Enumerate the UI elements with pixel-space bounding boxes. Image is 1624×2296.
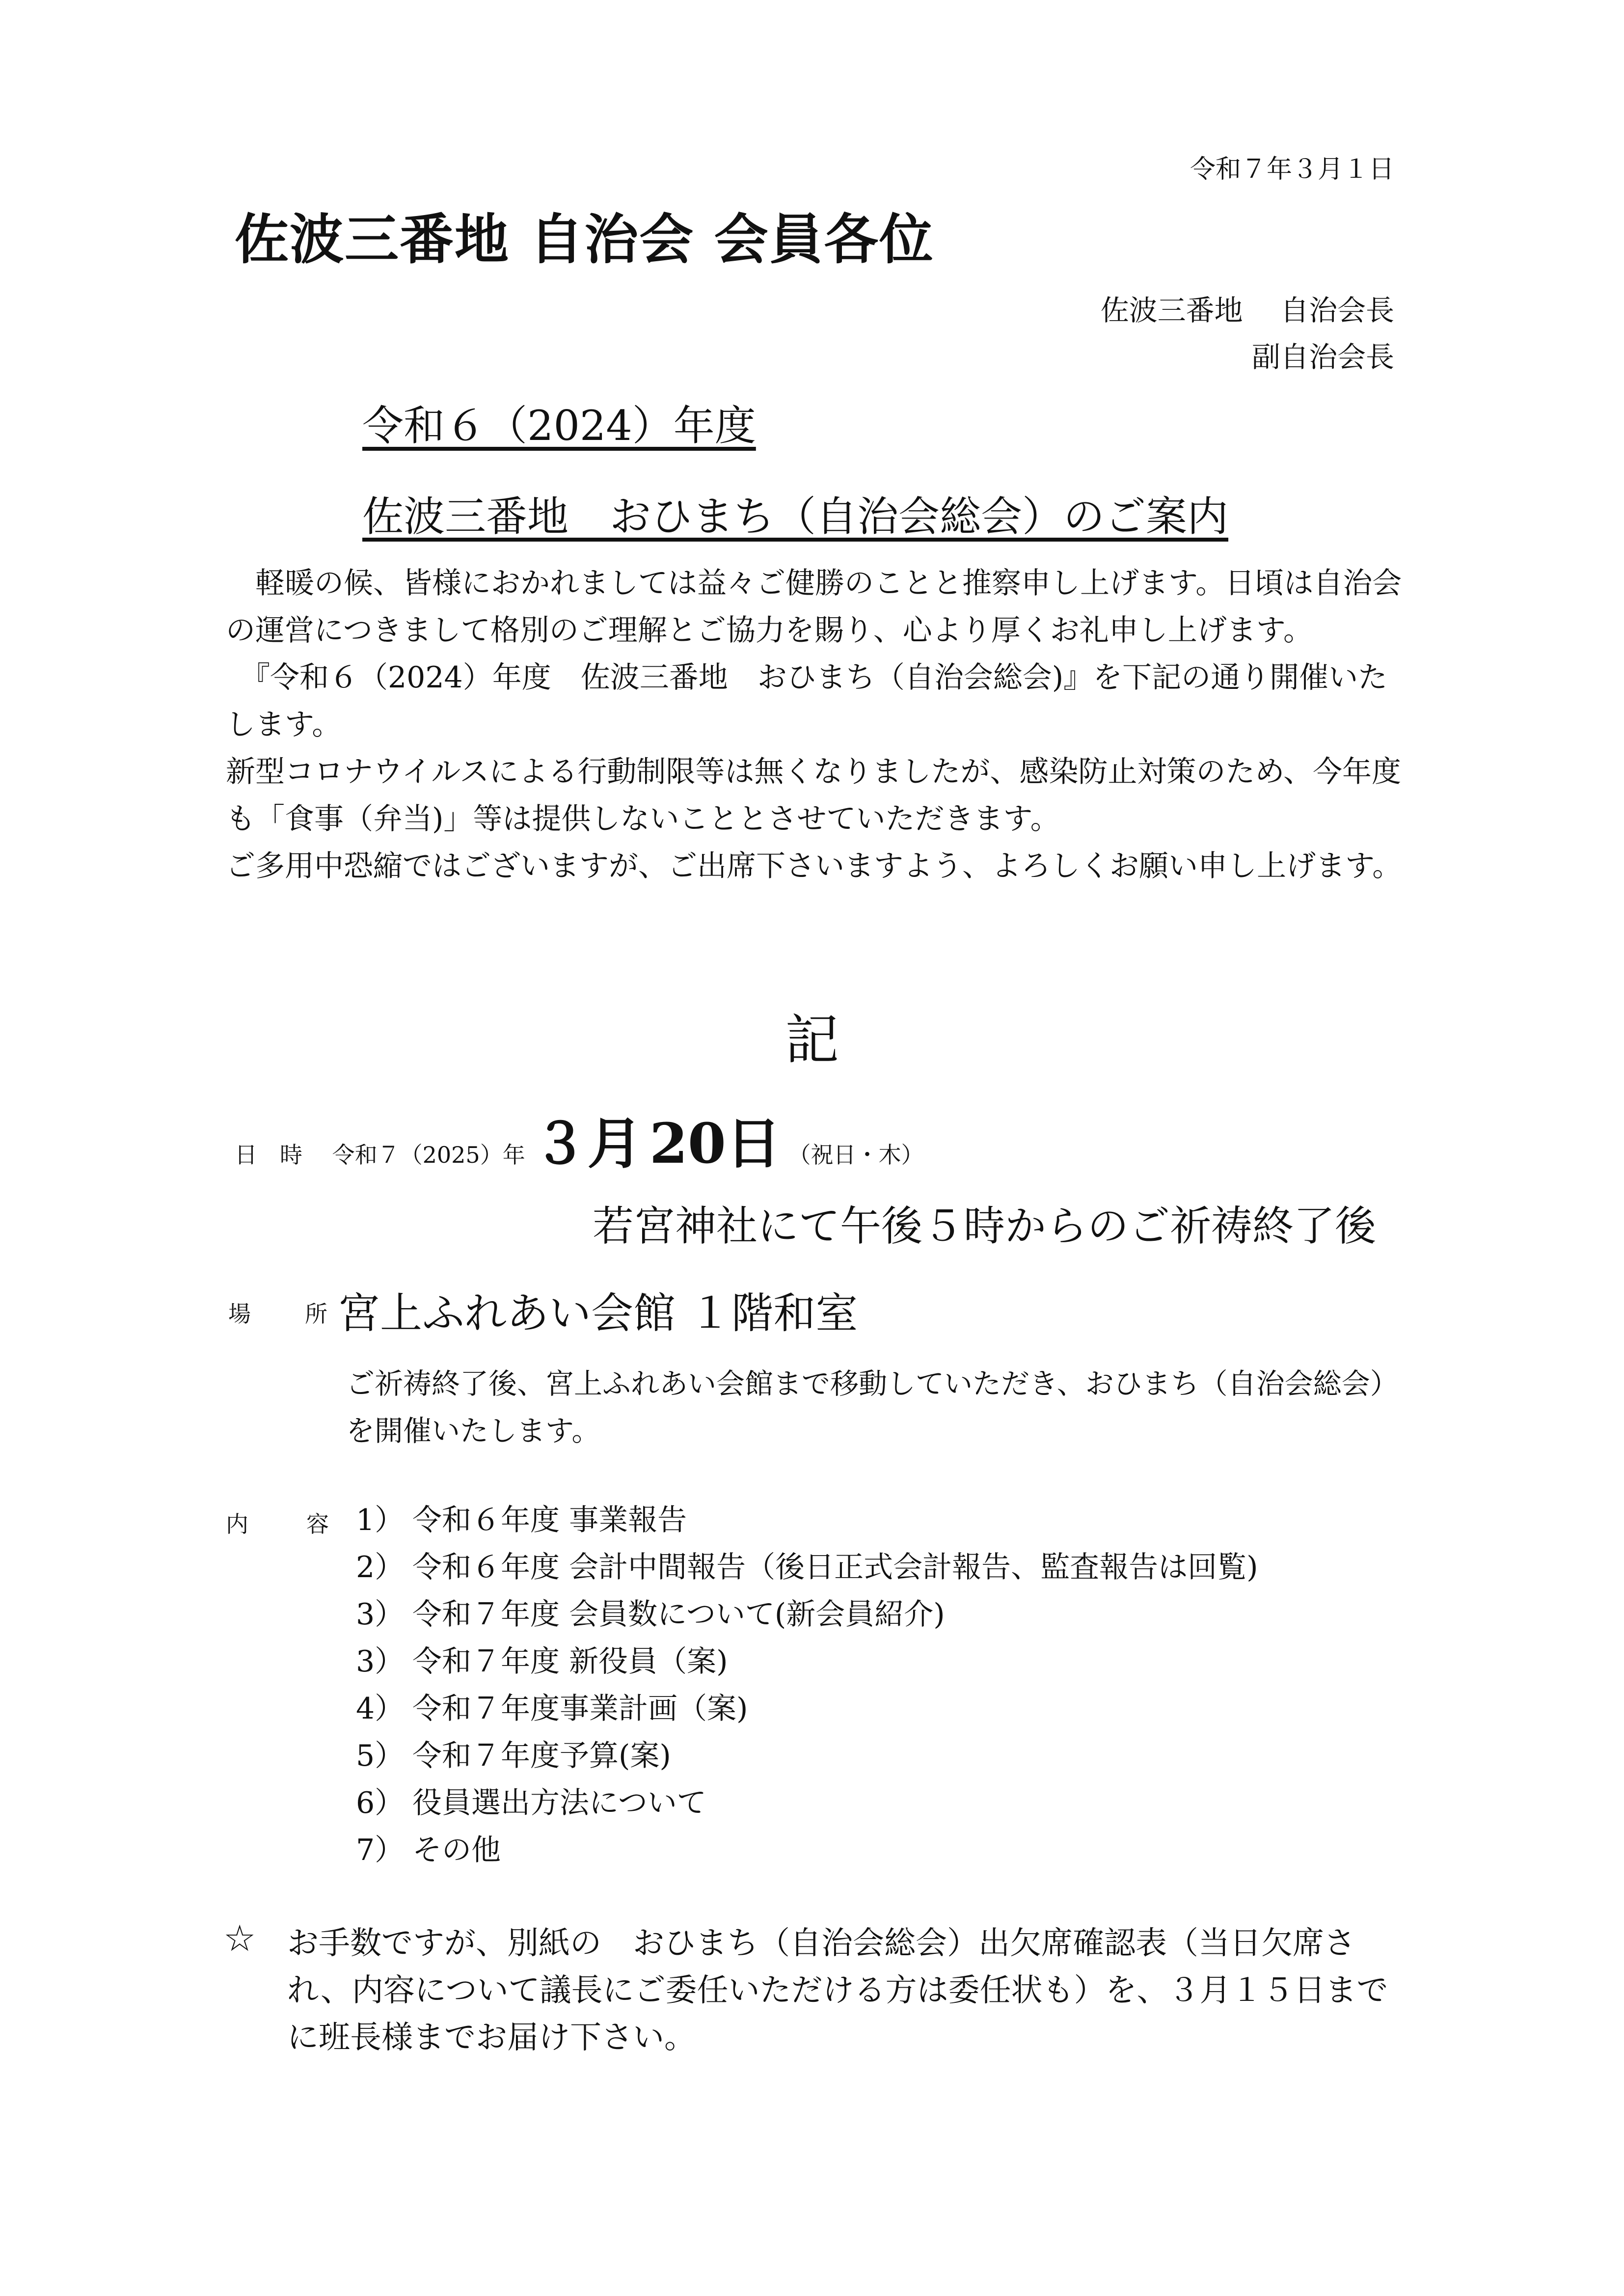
document-title: 佐波三番地 おひまち（自治会総会）のご案内: [362, 492, 1229, 541]
sender-vice-chairman: 副自治会長: [1251, 340, 1394, 374]
agenda-item: [356, 1685, 1258, 1732]
datetime-day: 20日: [649, 1112, 781, 1176]
agenda-item-number: 2）: [356, 1550, 405, 1585]
agenda-item: [356, 1544, 1258, 1591]
place-note: [346, 1360, 1402, 1454]
attendance-note-text: お手数ですが、別紙の おひまち（自治会総会）出欠席確認表（当日欠席され、内容について議長にご委任いただける方は委任状も）を、３月１５日までに班長様までお届け下さい。: [287, 1925, 1388, 2056]
agenda-item-text: 令和６年度 会計中間報告（後日正式会計報告、監査報告は回覧): [412, 1550, 1258, 1585]
recipient-heading: 佐波三番地 自治会 会員各位: [235, 208, 934, 271]
agenda-item-text: その他: [412, 1833, 501, 1867]
agenda-item-text: 令和７年度 新役員（案): [412, 1644, 728, 1679]
body-paragraph-announcement: 『令和６（2024）年度 佐波三番地 おひまち（自治会総会)』を下記の通り開催いたします。: [226, 660, 1388, 742]
agenda-item-number: 5）: [356, 1739, 405, 1773]
body-paragraph-covid: 新型コロナウイルスによる行動制限等は無くなりましたが、感染防止対策のため、今年度も「食事（弁当)」等は提供しないこととさせていただきます。: [226, 755, 1401, 836]
agenda-item: [356, 1591, 1258, 1638]
place-note-text: ご祈祷終了後、宮上ふれあい会館まで移動していただき、おひまち（自治会総会）を開催いたします。: [346, 1367, 1399, 1448]
agenda-item-text: 令和７年度事業計画（案): [412, 1692, 748, 1726]
datetime-row: [235, 1100, 923, 1179]
datetime-label: 日 時: [235, 1142, 302, 1168]
agenda-item-number: 3）: [356, 1644, 405, 1679]
body-text: [226, 560, 1404, 890]
contents-label: 内 容: [226, 1511, 347, 1537]
agenda-item: [356, 1638, 1258, 1685]
place-label: 場 所: [228, 1301, 343, 1327]
agenda-item-number: 7）: [356, 1833, 405, 1867]
ceremony-note: 若宮神社にて午後５時からのご祈祷終了後: [592, 1202, 1376, 1250]
agenda-item-text: 令和７年度予算(案): [412, 1739, 671, 1773]
agenda-item-number: 6）: [356, 1786, 405, 1820]
body-paragraph-request: ご多用中恐縮ではございますが、ご出席下さいますよう、よろしくお願い申し上げます。: [226, 849, 1402, 883]
body-paragraph-greeting: 軽暖の候、皆様におかれましては益々ご健勝のことと推察申し上げます。日頃は自治会の運営につきまして格別のご理解とご協力を賜り、心より厚くお礼申し上げます。: [226, 566, 1402, 648]
agenda-item-number: 1）: [356, 1503, 405, 1537]
datetime-month: ３月: [532, 1112, 643, 1176]
agenda-item-number: 4）: [356, 1692, 405, 1726]
agenda-item-text: 令和７年度 会員数について(新会員紹介): [412, 1597, 945, 1632]
fiscal-year-title: 令和６（2024）年度: [362, 402, 756, 450]
agenda-item: [356, 1779, 1258, 1827]
agenda-item-number: 3）: [356, 1597, 405, 1632]
agenda-item-text: 令和６年度 事業報告: [412, 1503, 687, 1537]
record-mark: 記: [785, 1009, 839, 1071]
issue-date: 令和７年３月１日: [1190, 155, 1394, 184]
place-value: 宮上ふれあい会館 １階和室: [338, 1289, 858, 1338]
agenda-item: [356, 1827, 1258, 1874]
agenda-list: [356, 1497, 1258, 1874]
datetime-weekday: （祝日・木）: [788, 1142, 924, 1168]
agenda-item: [356, 1732, 1258, 1779]
agenda-item-text: 役員選出方法について: [412, 1786, 706, 1820]
attendance-note: [287, 1920, 1402, 2061]
datetime-era: 令和７（2025）年: [332, 1142, 525, 1168]
agenda-item: [356, 1497, 1258, 1544]
sender-chairman: 佐波三番地 自治会長: [1100, 294, 1394, 327]
star-icon: ☆: [223, 1917, 256, 1960]
